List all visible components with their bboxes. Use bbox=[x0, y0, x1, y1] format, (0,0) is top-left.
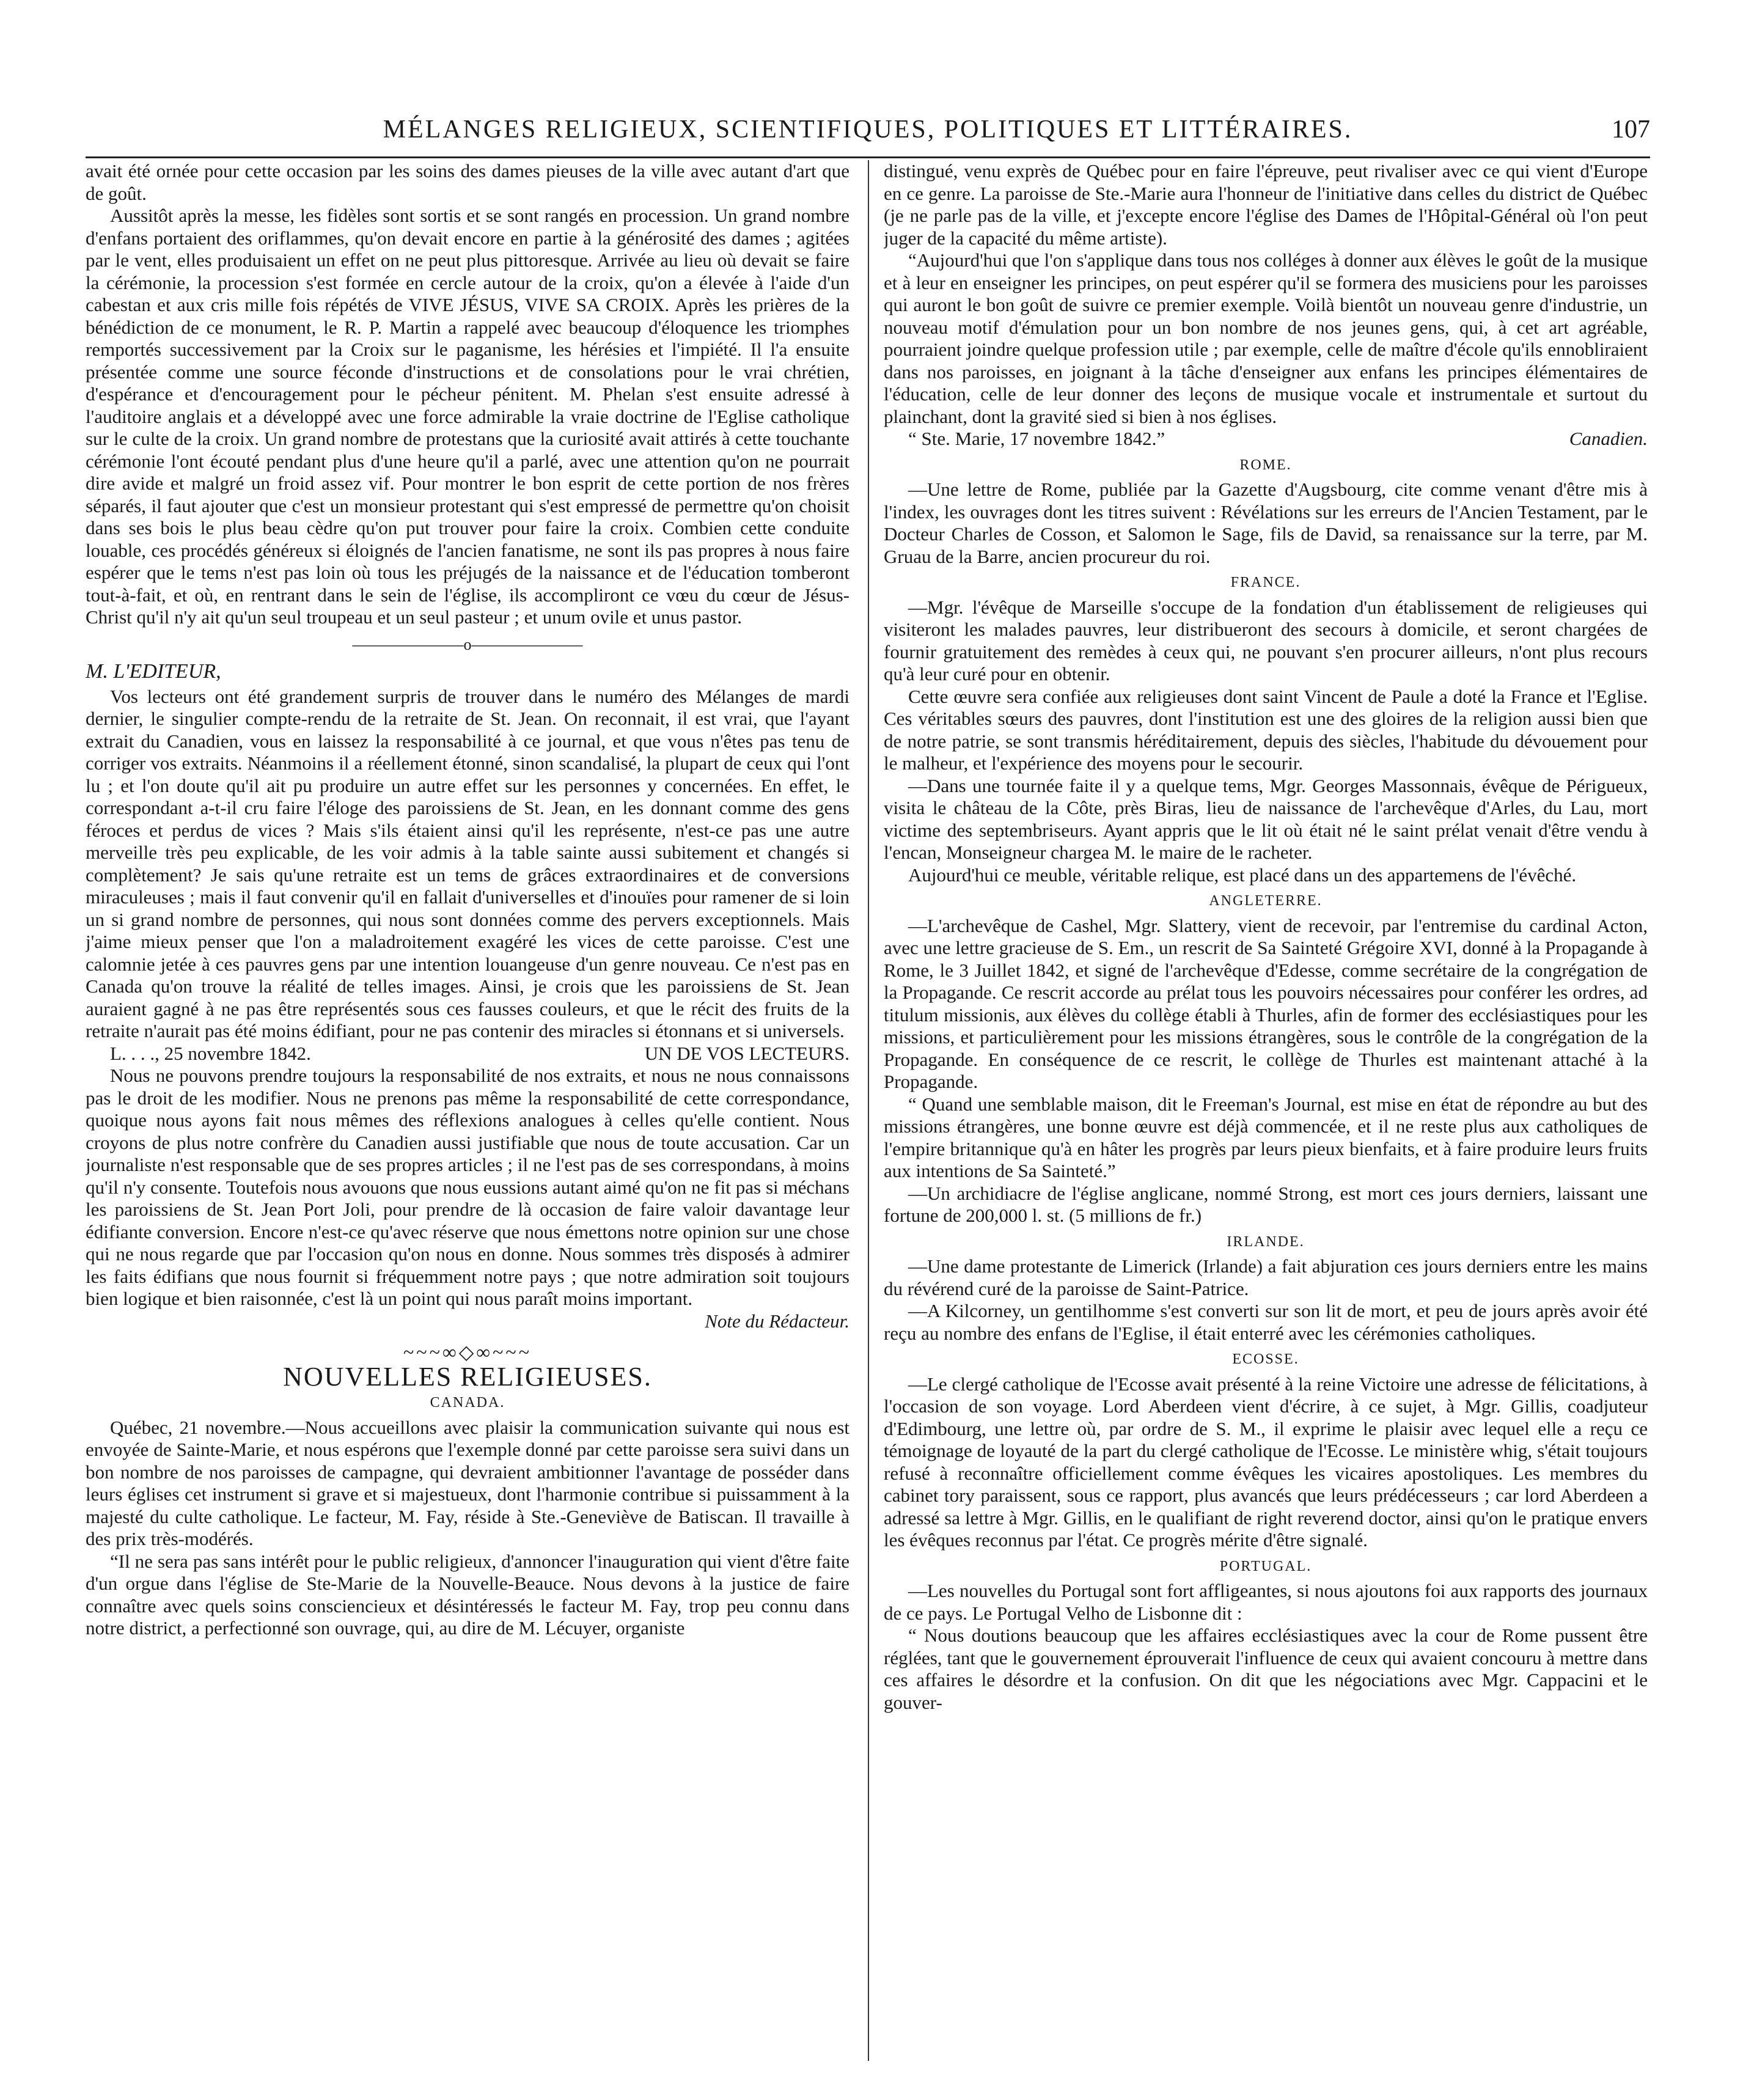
paragraph: “Aujourd'hui que l'on s'applique dans tous nos colléges à donner aux élèves le goût de la musique et à leur en enseigner les principes, on peut espérer qu'il se formera des musiciens pour les paroisses qui auront le bon goût de suivre ce premier exemple. Voilà bientôt un nouveau genre d'industrie, un nouveau motif d'émulation pour un bon nombre de nos jeunes gens, qui, à cet art agréable, pourraient joindre quelque profession utile ; par exemple, celle de maître d'école qu'ils ennobliraient dans nos paroisses, en joignant à la tâche d'enseigner aux enfans les principes élémentaires de l'éducation, celle de leur donner des leçons de musique vocale et instrumentale et surtout du plainchant, dont la gravité sied si bien à nos églises. bbox=[884, 249, 1648, 427]
letter-salutation: M. L'EDITEUR, bbox=[86, 660, 221, 683]
paragraph: “ Quand une semblable maison, dit le Freeman's Journal, est mise en état de répondre au but des missions étrangères, une bonne œuvre est déjà commencée, et il ne reste plus aux catholiques de l'empire britannique qu'à en hâter les progrès par leurs pieux bienfaits, et à faire produire leurs fruits aux intentions de Sa Sainteté.” bbox=[884, 1093, 1648, 1181]
paragraph: —Mgr. l'évêque de Marseille s'occupe de la fondation d'un établissement de religieuses qui visiteront les malades pauvres, leur distribueront des secours à domicile, et seront chargées de fournir gratuitement des remèdes à ceux qui, ne pouvant s'en procurer ailleurs, n'ont plus recours qu'à leur curé pour en obtenir. bbox=[884, 596, 1648, 685]
signature-place-date: “ Ste. Marie, 17 novembre 1842.” bbox=[908, 428, 1165, 449]
right-column bbox=[884, 160, 1648, 2061]
paragraph: —A Kilcorney, un gentilhomme s'est converti sur son lit de mort, et peu de jours après avoir été reçu au nombre des enfans de l'Eglise, il était enterré avec les cérémonies catholiques. bbox=[884, 1300, 1648, 1344]
column-divider bbox=[868, 160, 869, 2061]
page-number: 107 bbox=[1612, 116, 1650, 144]
subsection-heading: IRLANDE. bbox=[1227, 1233, 1305, 1250]
paragraph: —Un archidiacre de l'église anglicane, nommé Strong, est mort ces jours derniers, laissant une fortune de 200,000 l. st. (5 millions de fr.) bbox=[884, 1182, 1648, 1226]
header-rule bbox=[86, 156, 1650, 158]
paragraph: “Il ne sera pas sans intérêt pour le public religieux, d'annoncer l'inauguration qui vient d'être faite d'un orgue dans l'église de Ste-Marie de la Nouvelle-Beauce. Nous devons à la justice de faire connaître avec quels soins consciencieux et désintéressés le facteur M. Fay, trop peu connu dans notre district, a perfectionné son ouvrage, qui, au dire de M. Lécuyer, organiste bbox=[86, 1550, 849, 1639]
page-title: MÉLANGES RELIGIEUX, SCIENTIFIQUES, POLITIQUES ET LITTÉRAIRES. bbox=[383, 116, 1353, 144]
subsection-heading: ECOSSE. bbox=[1232, 1351, 1299, 1367]
ornament-divider: ~~~∞◇∞~~~ bbox=[403, 1341, 532, 1363]
section-rule: ———————o——————— bbox=[352, 635, 583, 653]
signature-place-date: L. . . ., 25 novembre 1842. bbox=[110, 1042, 311, 1064]
left-column bbox=[86, 160, 849, 2061]
paragraph: —L'archevêque de Cashel, Mgr. Slattery, vient de recevoir, par l'entremise du cardinal Acton, avec une lettre gracieuse de S. Em., un rescrit de Sa Sainteté Grégoire XVI, donné à la Propagande à Rome, le 3 Juillet 1842, et signé de l'archevêque d'Edesse, comme secrétaire de la congrégation de la Propagande. Ce rescrit accorde au prélat tous les pouvoirs nécessaires pour conférer les ordres, ad titulum missionis, aux élèves du collège établi à Thurles, afin de former des ecclésiastiques pour les missions, et particulièrement pour les missions étrangères, sous le contrôle de la congrégation de la Propagande. En conséquence de ce rescrit, le collège de Thurles est maintenant attaché à la Propagande. bbox=[884, 914, 1648, 1092]
paragraph: Nous ne pouvons prendre toujours la responsabilité de nos extraits, et nous ne nous connaissons pas le droit de les modifier. Nous ne prenons pas même la responsabilité de cette correspondance, quoique nous ayons fait nous mêmes des réflexions analogues à celles qu'elle contient. Nous croyons de plus notre confrère du Canadien aussi justifiable que nous de toute accusation. Car un journaliste n'est responsable que de ses propres articles ; il ne l'est pas de ses correspondans, à moins qu'il n'y consente. Toutefois nous avouons que nous eussions autant aimé qu'on ne fit pas si méchans les paroissiens de St. Jean Port Joli, pour prendre de là occasion de faire valoir davantage leur édifiante conversion. Encore n'est-ce qu'avec réserve que nous émettons notre opinion sur une chose qui ne nous regarde que par l'occasion qu'on nous en donne. Nous sommes très disposés à admirer les faits édifians que nous fournit si fréquemment notre pays ; que notre admiration soit toujours bien logique et bien raisonnée, c'est là un point qui nous paraît moins important. bbox=[86, 1065, 849, 1309]
paragraph: —Une dame protestante de Limerick (Irlande) a fait abjuration ces jours derniers entre les mains du révérend curé de la paroisse de Saint-Patrice. bbox=[884, 1255, 1648, 1299]
paragraph: —Dans une tournée faite il y a quelque tems, Mgr. Georges Massonnais, évêque de Périgueux, visita le château de la Côte, près Biras, lieu de naissance de l'archevêque d'Arles, du Lau, mort victime des septembriseurs. Ayant appris que le lit où était né le saint prélat venait d'être vendu à l'encan, Monseigneur chargea M. le maire de le racheter. bbox=[884, 774, 1648, 863]
paragraph: Aussitôt après la messe, les fidèles sont sortis et se sont rangés en procession. Un grand nombre d'enfans portaient des oriflammes, qu'on devait encore en partie à la générosité des dames ; agitées par le vent, elles produisaient un effet on ne peut plus pittoresque. Arrivée au lieu où devait se faire la cérémonie, la procession s'est formée en cercle autour de la croix, qu'on a élevée à l'aide d'un cabestan et aux cris mille fois répétés de VIVE JÉSUS, VIVE SA CROIX. Après les prières de la bénédiction de ce monument, le R. P. Martin a rappelé avec beaucoup d'éloquence les triomphes remportés successivement par la Croix sur le paganisme, les hérésies et l'impiété. Il l'a ensuite présentée comme une source féconde d'instructions et de consolations pour le vrai chrétien, d'espérance et d'encouragement pour le pécheur pénitent. M. Phelan s'est ensuite adressé à l'auditoire anglais et a développé avec une force admirable la vraie doctrine de l'Eglise catholique sur le culte de la croix. Un grand nombre de protestans que la curiosité avait attirés à cette touchante cérémonie l'ont écouté pendant plus d'une heure qu'il a parlé, avec une attention qu'on ne pourrait dire avide et malgré un froid assez vif. Pour montrer le bon esprit de cette portion de nos frères séparés, il faut ajouter que c'est un monsieur protestant qui s'est empressé de permettre qu'on choisit dans ses bois le plus beau cèdre qu'on put trouver pour faire la croix. Combien cette conduite louable, ces procédés généreux si éloignés de l'ancien fanatisme, ne sont ils pas propres à nous faire espérer que le tems n'est pas loin où tous les préjugés de la naissance et de l'éducation tomberont tout-à-fait, et où, en rentrant dans le sein de l'église, ils accompliront ce vœu du cœur de Jésus-Christ qu'il n'y ait qu'un seul troupeau et un seul pasteur ; et unum ovile et unus pastor. bbox=[86, 205, 849, 628]
paragraph: Vos lecteurs ont été grandement surpris de trouver dans le numéro des Mélanges de mardi dernier, le singulier compte-rendu de la retraite de St. Jean. On reconnait, il est vrai, que l'ayant extrait du Canadien, vous en laissez la responsabilité à ce journal, et que vous n'êtes pas tenu de corriger vos extraits. Néanmoins il a réellement étonné, sinon scandalisé, la plupart de ceux qui l'ont lu ; et l'on doute qu'il ait pu produire un autre effet sur les personnes y concernées. En effet, le correspondant a-t-il cru faire l'éloge des paroissiens de St. Jean, en les donnant comme des gens féroces et perdus de vices ? Mais s'ils étaient ainsi qu'il les représente, n'est-ce pas une autre merveille très peu explicable, de les voir admis à la table sainte aussi subitement et changés si complètement? Je sais qu'une retraite est un tems de grâces extraordinaires et de conversions miraculeuses ; mais il faut convenir qu'il en fallait d'universelles et d'inouïes pour ramener de si loin un si grand nombre de personnes, qui nous sont données comme des pervers exceptionnels. Mais j'aime mieux penser que l'on a maladroitement exagéré les vices de cette paroisse. C'est une calomnie jetée à ces pauvres gens par une intention louangeuse d'un genre nouveau. Ce n'est pas en Canada qu'on trouve la réalité de telles images. Ainsi, je crois que les paroissiens de St. Jean auraient gagné à ne pas être représentés sous ces fausses couleurs, et que le récit des fruits de la retraite n'aurait pas été moins édifiant, pour ne pas contenir des miracles si étonnans et si universels. bbox=[86, 685, 849, 1041]
signature-name: UN DE VOS LECTEURS. bbox=[644, 1042, 849, 1064]
running-header bbox=[86, 115, 1650, 154]
paragraph: avait été ornée pour cette occasion par les soins des dames pieuses de la ville avec autant d'art que de goût. bbox=[86, 160, 849, 204]
paragraph: distingué, venu exprès de Québec pour en faire l'épreuve, peut rivaliser avec ce qui vient d'Europe en ce genre. La paroisse de Ste.-Marie aura l'honneur de l'initiative dans celles du district de Québec (je ne parle pas de la ville, et j'excepte encore l'église des Dames de l'Hôpital-Général où l'on peut juger de la capacité du même artiste). bbox=[884, 160, 1648, 249]
paragraph: Cette œuvre sera confiée aux religieuses dont saint Vincent de Paule a doté la France et l'Eglise. Ces véritables sœurs des pauvres, dont l'institution est une des gloires de la religion aussi bien que de notre patrie, se sont transmis héréditairement, depuis des siècles, l'habitude du dévouement pour le malheur, et l'expérience des moyens pour le secourir. bbox=[884, 685, 1648, 774]
subsection-heading: PORTUGAL. bbox=[1219, 1558, 1312, 1574]
paragraph: Québec, 21 novembre.—Nous accueillons avec plaisir la communication suivante qui nous est envoyée de Sainte-Marie, et nous espérons que l'exemple donné par cette paroisse sera suivi dans un bon nombre de nos paroisses de campagne, qui devraient ambitionner l'avantage de posséder dans leurs églises cet instrument si grave et si majestueux, dont l'harmonie contribue si puissamment à la majesté du culte catholique. Le facteur, M. Fay, réside à Ste.-Geneviève de Batiscan. Il travaille à des prix très-modérés. bbox=[86, 1416, 849, 1549]
editor-note: Note du Rédacteur. bbox=[705, 1310, 849, 1332]
subsection-heading: CANADA. bbox=[430, 1395, 505, 1411]
letter-signature bbox=[884, 428, 1648, 450]
signature-name: Canadien. bbox=[1569, 428, 1648, 449]
paragraph: Aujourd'hui ce meuble, véritable relique, est placé dans un des appartemens de l'évêché. bbox=[908, 864, 1577, 886]
paragraph: —Le clergé catholique de l'Ecosse avait présenté à la reine Victoire une adresse de félicitations, à l'occasion de son voyage. Lord Aberdeen vient d'écrire, à ce sujet, à Mgr. Gillis, coadjuteur d'Edimbourg, une lettre où, par ordre de S. M., il exprime le plaisir avec lequel elle a reçu ce témoignage de loyauté de la part du clergé catholique de l'Ecosse. Le ministère whig, s'était toujours refusé à reconnaître officiellement comme évêques les vicaires apostoliques. Les membres du cabinet tory paraissent, sous ce rapport, plus avancés que leurs prédécesseurs ; car lord Aberdeen a adressé sa lettre à Mgr. Gillis, en le qualifiant de right reverend doctor, ainsi qu'on le pratique envers les évêques reconnus par l'état. Ce progrès mérite d'être signalé. bbox=[884, 1373, 1648, 1551]
subsection-heading: FRANCE. bbox=[1230, 575, 1301, 590]
paragraph: —Une lettre de Rome, publiée par la Gazette d'Augsbourg, cite comme venant d'être mis à l'index, les ouvrages dont les titres suivent : Révélations sur les erreurs de l'Ancien Testament, par le Docteur Charles de Cosson, et Salomon le Sage, fils de David, sa renaissance sur la terre, par M. Gruau de la Barre, ancien procureur du roi. bbox=[884, 479, 1648, 567]
subsection-heading: ANGLETERRE. bbox=[1209, 893, 1323, 909]
letter-signature bbox=[86, 1043, 849, 1065]
paragraph: “ Nous doutions beaucoup que les affaires ecclésiastiques avec la cour de Rome pussent être réglées, tant que le gouvernement éprouverait l'influence de ceux qui avaient concouru à mettre dans ces affaires le désordre et la confusion. On dit que les négociations avec Mgr. Cappacini et le gouver- bbox=[884, 1625, 1648, 1713]
subsection-heading: ROME. bbox=[1239, 457, 1292, 473]
paragraph: —Les nouvelles du Portugal sont fort affligeantes, si nous ajoutons foi aux rapports des journaux de ce pays. Le Portugal Velho de Lisbonne dit : bbox=[884, 1580, 1648, 1624]
section-title: NOUVELLES RELIGIEUSES. bbox=[283, 1361, 652, 1392]
